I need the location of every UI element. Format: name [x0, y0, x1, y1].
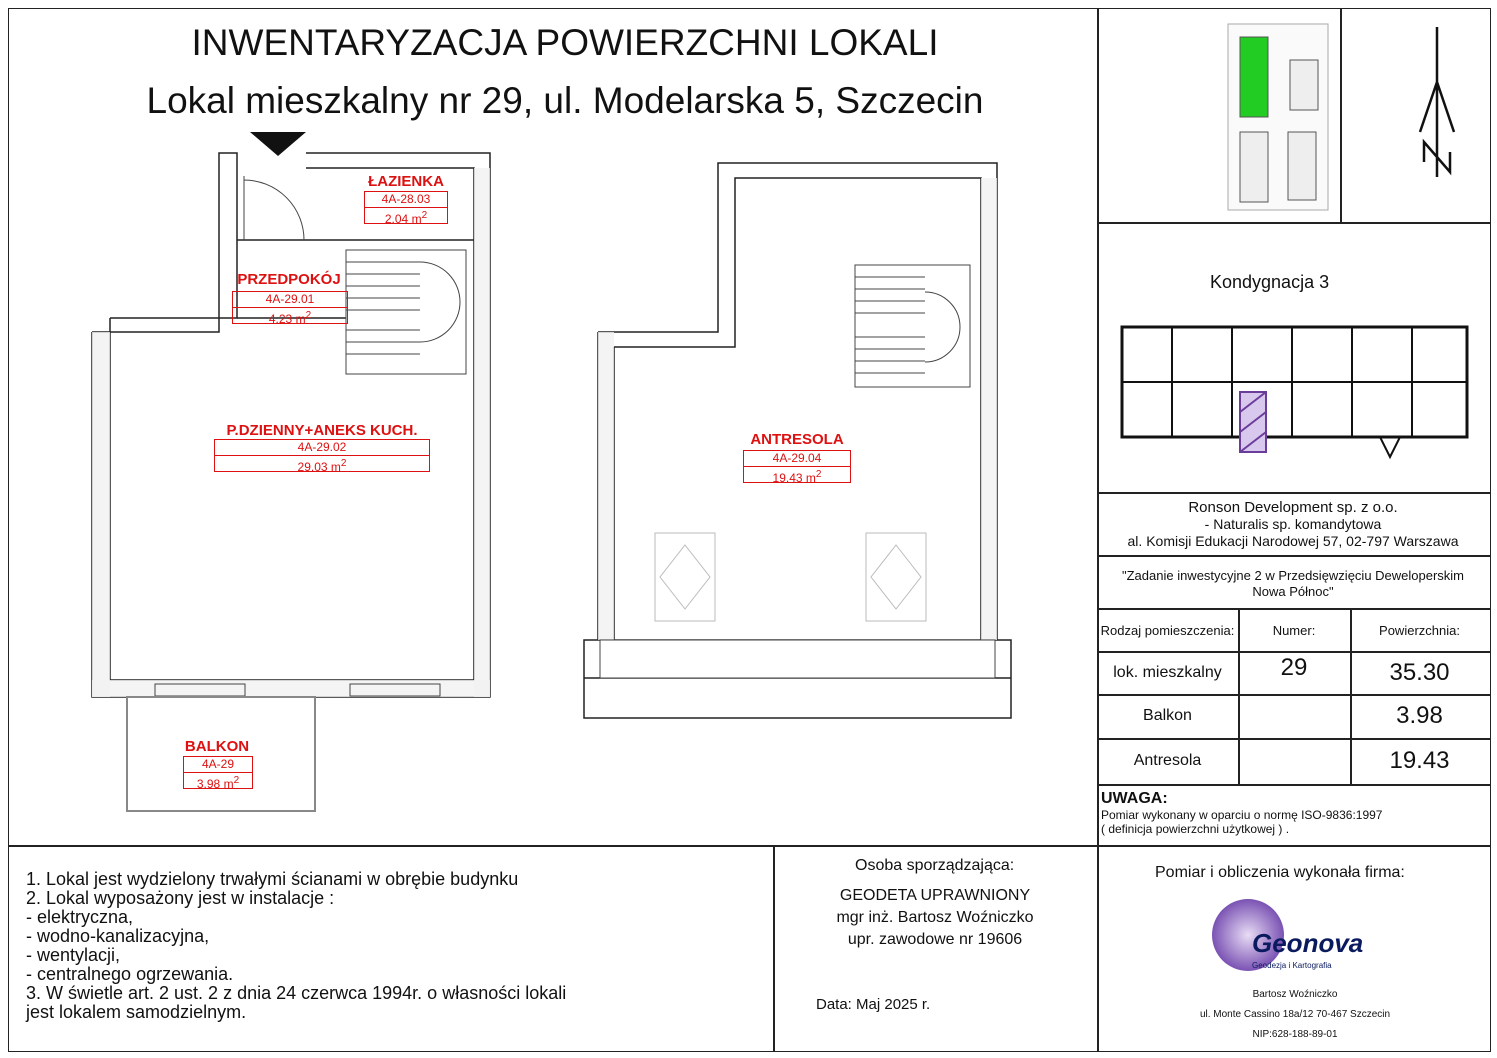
wall-hatch-left [92, 332, 110, 697]
footer-note-line: jest lokalem samodzielnym. [26, 1002, 247, 1022]
room-name-hall: PRZEDPOKÓJ [237, 271, 341, 288]
table-row-type: Antresola [1133, 752, 1202, 769]
room-code: 4A-29.04 [772, 451, 822, 465]
table-row-area: 35.30 [1389, 659, 1450, 686]
table-row-type: lok. mieszkalny [1113, 664, 1222, 681]
sidebar-row-1 [1097, 222, 1491, 224]
table-row-area: 3.98 [1396, 702, 1443, 729]
sidebar-row-3 [1097, 555, 1491, 557]
surveyor-license: upr. zawodowe nr 19606 [847, 931, 1023, 948]
room-name-balcony: BALKON [184, 738, 250, 755]
room-area-value: 3.98 [196, 777, 221, 791]
room-box-balcony [183, 756, 253, 789]
stairs-left [346, 250, 466, 374]
document-date: Data: Maj 2025 r. [816, 996, 931, 1013]
stairs-right [855, 265, 970, 387]
sidebar-row-8 [1097, 784, 1491, 786]
room-code: 4A-29.02 [297, 440, 347, 454]
room-box-hall [232, 291, 348, 324]
developer-line-1: Ronson Development sp. z o.o. [1188, 499, 1398, 516]
room-box-bathroom [364, 191, 448, 224]
room-area-exp: 2 [233, 775, 240, 786]
door-swing [244, 176, 304, 240]
note-line-1: Pomiar wykonany w oparciu o normę ISO-9836:1997 [1101, 808, 1383, 822]
room-area-exp: 2 [305, 310, 312, 321]
room-code: 4A-29 [201, 757, 235, 771]
room-code: 4A-28.03 [381, 192, 431, 206]
footer-note-line: 3. W świetle art. 2 ust. 2 z dnia 24 czerwca 1994r. o własności lokali [26, 983, 567, 1003]
table-header-area: Powierzchnia: [1379, 622, 1460, 638]
company-person: Bartosz Woźniczko [1252, 989, 1338, 1000]
floor-label: Kondygnacja 3 [1210, 272, 1330, 292]
room-area-exp: 2 [815, 469, 822, 480]
entrance-arrow-icon [250, 132, 306, 156]
room-name-mezzanine: ANTRESOLA [750, 431, 844, 448]
room-area [365, 207, 447, 226]
investment-line-1: "Zadanie inwestycyjne 2 w Przedsięwzięciu Deweloperskim [1121, 568, 1465, 583]
table-row-type: Balkon [1143, 707, 1192, 724]
room-area-unit: m [411, 212, 422, 226]
wall-hatch-bottom [92, 680, 490, 697]
room-area-value: 4.23 [268, 312, 293, 326]
table-row-number [1240, 740, 1348, 782]
investment-info [1097, 568, 1489, 600]
sidebar-row-2 [1097, 492, 1491, 494]
mezz-insulation [600, 640, 995, 678]
mezz-wall-hatch-left [598, 332, 614, 640]
table-row-area: 19.43 [1389, 747, 1450, 774]
footer-col-divider-1 [773, 845, 775, 1052]
table-row-number [1240, 696, 1348, 736]
developer-line-3: al. Komisji Edukacji Narodowej 57, 02-797 Warszawa [1127, 533, 1459, 549]
company-info [1120, 985, 1470, 1045]
room-area-exp: 2 [421, 210, 428, 221]
company-nip: NIP:628-188-89-01 [1252, 1029, 1338, 1040]
footer-col-divider-2 [1097, 845, 1099, 1052]
company-logo-subtitle: Geodezja i Kartografia [1252, 961, 1332, 970]
table-header-type: Rodzaj pomieszczenia: [1100, 622, 1235, 638]
wall-hatch-right [474, 168, 490, 697]
surveyor-title: GEODETA UPRAWNIONY [839, 887, 1031, 904]
surveyor-block [800, 885, 1070, 951]
room-area-value: 29.03 [297, 460, 328, 474]
company-logo-text: Geonova [1252, 928, 1364, 958]
roof-windows [655, 533, 926, 621]
room-area-unit: m [805, 471, 816, 485]
room-name-bathroom: ŁAZIENKA [368, 173, 444, 190]
developer-line-2: - Naturalis sp. komandytowa [1204, 516, 1382, 532]
room-code: 4A-29.01 [265, 292, 315, 306]
room-name-living: P.DZIENNY+ANEKS KUCH. [226, 422, 418, 439]
room-area-value: 2.04 [384, 212, 409, 226]
room-box-living [214, 439, 430, 472]
note-line-2: ( definicja powierzchni użytkowej ) . [1101, 822, 1290, 836]
room-area [744, 466, 850, 485]
room-box-mezzanine [743, 450, 851, 483]
room-area [233, 307, 347, 326]
floor-mini-plan [1112, 322, 1472, 462]
sidebar-row-4 [1097, 608, 1491, 610]
developer-info [1097, 499, 1489, 550]
room-area-value: 19.43 [772, 471, 803, 485]
room-area-unit: m [295, 312, 306, 326]
footer-divider [8, 845, 1491, 847]
room-area-unit: m [330, 460, 341, 474]
footer-note-line: - wentylacji, [26, 945, 121, 965]
table-header-number: Numer: [1272, 622, 1316, 638]
room-area [184, 772, 252, 791]
site-map-divider [1340, 8, 1342, 224]
site-plan [1100, 12, 1340, 220]
surveyor-label: Osoba sporządzająca: [855, 857, 1015, 874]
note-title: UWAGA: [1101, 790, 1168, 807]
investment-line-2: Nowa Północ" [1252, 584, 1334, 599]
page-subtitle: Lokal mieszkalny nr 29, ul. Modelarska 5, Szczecin [146, 80, 984, 121]
footer-note-line: - wodno-kanalizacyjna, [26, 926, 210, 946]
north-arrow-icon [1412, 22, 1462, 187]
footer-note-line: - elektryczna, [26, 907, 134, 927]
footer-note-line: - centralnego ogrzewania. [26, 964, 234, 984]
room-area-unit: m [223, 777, 234, 791]
company-label: Pomiar i obliczenia wykonała firma: [1155, 864, 1405, 881]
footer-note-line: 2. Lokal wyposażony jest w instalacje : [26, 888, 335, 908]
room-area-exp: 2 [340, 458, 347, 469]
page-title: INWENTARYZACJA POWIERZCHNI LOKALI [191, 22, 939, 63]
footer-notes [26, 870, 566, 1022]
sidebar-divider [1097, 8, 1099, 848]
footer-note-line: 1. Lokal jest wydzielony trwałymi ścianami w obrębie budynku [26, 869, 519, 889]
mezz-wall-hatch-right [981, 178, 997, 640]
surveyor-name: mgr inż. Bartosz Woźniczko [836, 909, 1034, 926]
room-area [215, 455, 429, 474]
company-address: ul. Monte Cassino 18a/12 70-467 Szczecin [1199, 1009, 1391, 1020]
table-row-number: 29 [1280, 654, 1308, 681]
